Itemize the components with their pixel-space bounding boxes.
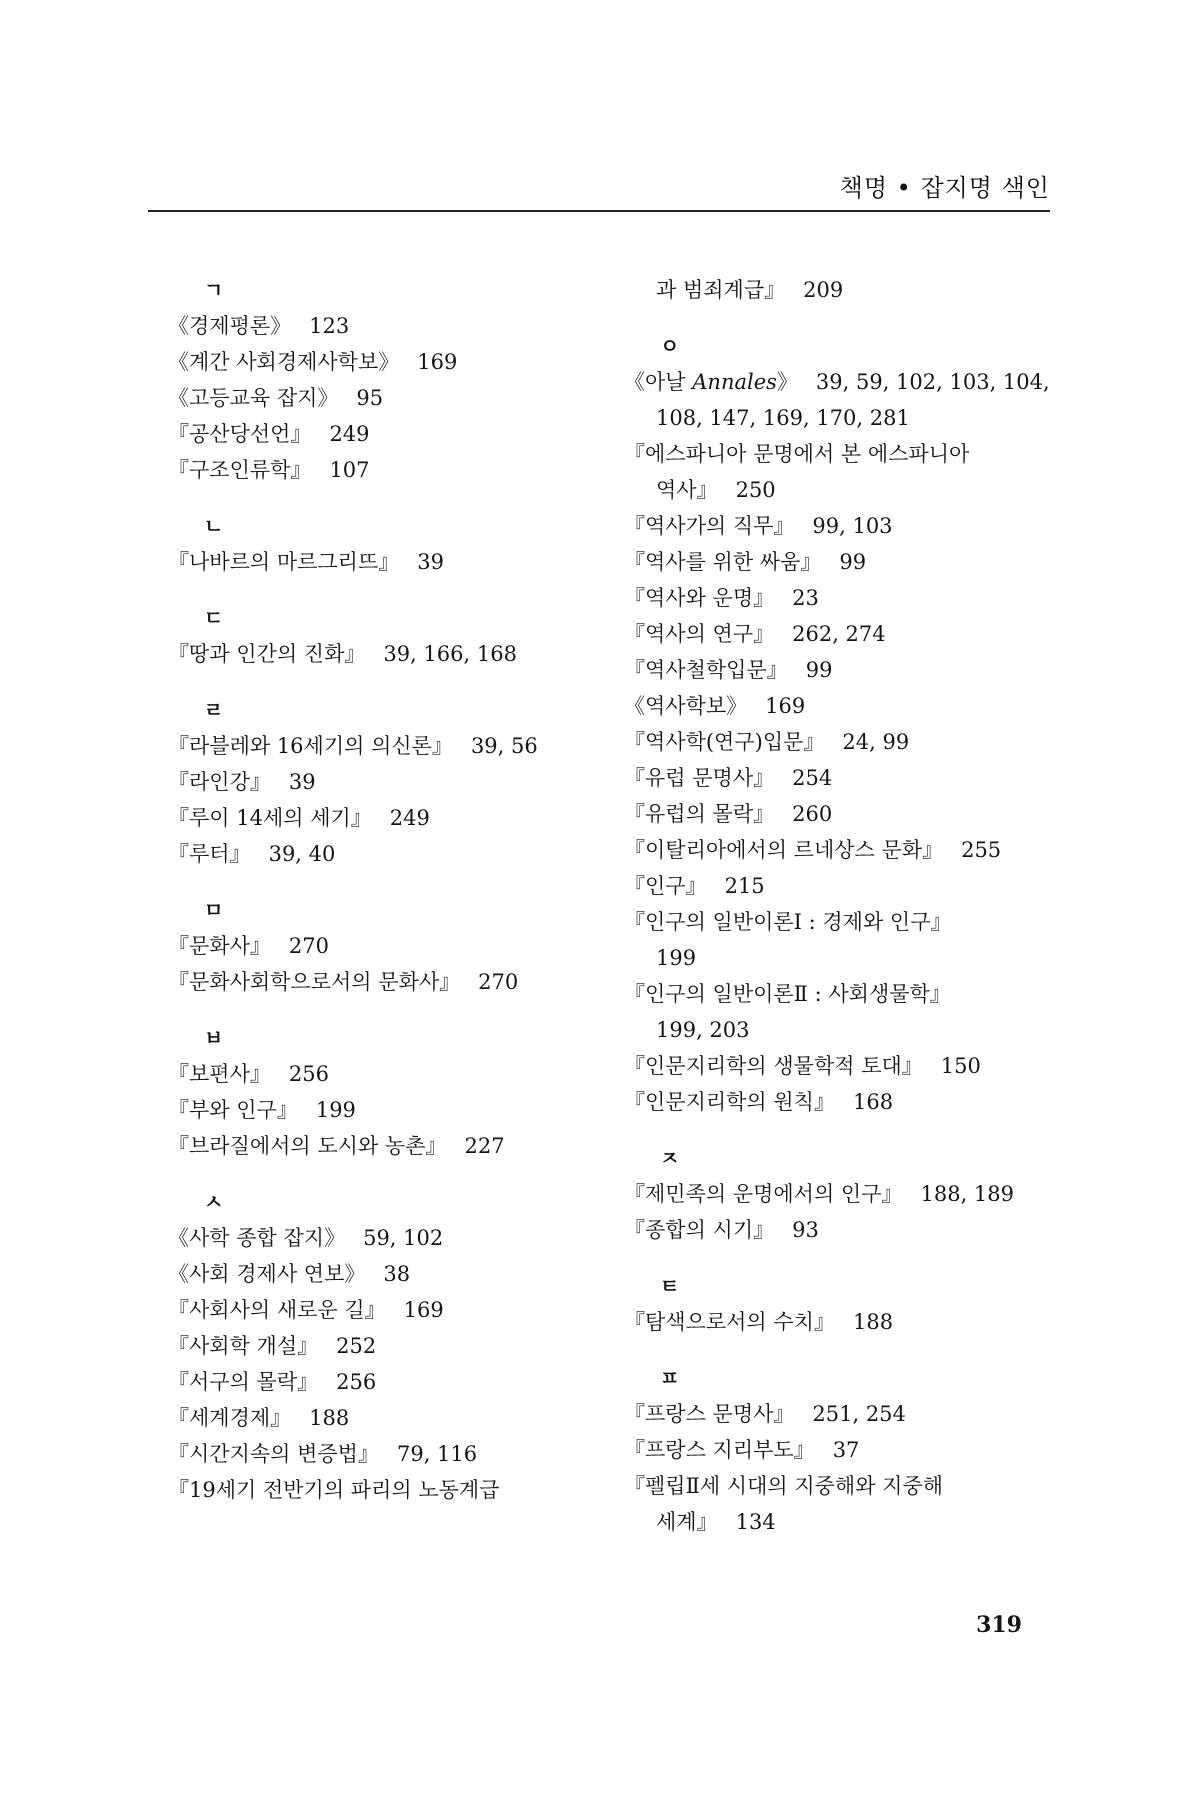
index-entry <box>168 1400 598 1436</box>
entry-pages: 39, 59, 102, 103, 104, <box>815 370 1050 394</box>
section-letter-mieum: ㅁ <box>204 898 224 922</box>
entry-title: 《고등교육 잡지》 <box>168 386 339 410</box>
entry-pages: 249 <box>389 806 430 830</box>
entry-pages: 39, 40 <box>268 842 336 866</box>
index-entry <box>624 868 1054 904</box>
entry-title: 『종합의 시기』 <box>624 1218 775 1242</box>
entry-pages: 23 <box>792 586 819 610</box>
entry-pages: 199 <box>656 946 697 970</box>
entry-pages: 108, 147, 169, 170, 281 <box>656 406 910 430</box>
index-entry <box>624 544 1054 580</box>
entry-pages: 252 <box>336 1334 377 1358</box>
entry-title: 『공산당선언』 <box>168 422 312 446</box>
index-entry <box>624 1048 1054 1084</box>
entry-title: 『인구의 일반이론Ⅱ : 사회생물학』 <box>624 982 951 1006</box>
section-letter-rieul: ㄹ <box>204 698 224 722</box>
entry-pages: 260 <box>792 802 833 826</box>
entry-pages: 123 <box>309 314 350 338</box>
index-entry <box>168 1256 598 1292</box>
entry-title: 『루이 14세의 세기』 <box>168 806 372 830</box>
entry-title: 『사회사의 새로운 길』 <box>168 1298 386 1322</box>
entry-pages: 59, 102 <box>363 1226 444 1250</box>
index-entry <box>168 1472 598 1508</box>
entry-title: 『역사학(연구)입문』 <box>624 730 825 754</box>
entry-pages: 95 <box>356 386 384 410</box>
index-entry <box>168 1292 598 1328</box>
index-entry <box>168 452 598 488</box>
index-entry <box>168 928 598 964</box>
index-entry <box>624 364 1054 400</box>
entry-title: 『역사를 위한 싸움』 <box>624 550 822 574</box>
entry-pages: 39 <box>417 550 444 574</box>
header-rule <box>148 210 1050 212</box>
index-entry <box>624 904 1054 940</box>
entry-title-latin: Annales <box>692 370 777 394</box>
entry-title: 『제민족의 운명에서의 인구』 <box>624 1182 903 1206</box>
index-entry <box>168 1220 598 1256</box>
entry-title: 『나바르의 마르그리뜨』 <box>168 550 400 574</box>
entry-pages: 37 <box>832 1438 860 1462</box>
index-entry <box>168 344 598 380</box>
entry-title: 『인구의 일반이론Ⅰ : 경제와 인구』 <box>624 910 952 934</box>
index-entry <box>624 1468 1054 1504</box>
entry-title-suffix: 》 <box>776 370 798 394</box>
section-letter-nieun: ㄴ <box>204 514 224 538</box>
entry-pages: 24, 99 <box>842 730 910 754</box>
entry-pages: 169 <box>403 1298 444 1322</box>
entry-title: 『브라질에서의 도시와 농촌』 <box>168 1134 447 1158</box>
entry-title <box>624 370 798 394</box>
index-entry-continued <box>624 400 1054 436</box>
entry-pages: 39 <box>288 770 316 794</box>
entry-title: 『유럽의 몰락』 <box>624 802 775 826</box>
entry-title: 『에스파니아 문명에서 본 에스파니아 <box>624 442 970 466</box>
section-letter-tieut: ㅌ <box>660 1274 680 1298</box>
entry-pages: 199, 203 <box>656 1018 750 1042</box>
index-entry <box>624 832 1054 868</box>
entry-title: 『인문지리학의 원칙』 <box>624 1090 835 1114</box>
entry-title: 역사』 <box>656 478 718 502</box>
entry-title: 과 범죄계급』 <box>656 278 786 302</box>
index-column-right <box>624 272 1054 1540</box>
entry-pages: 199 <box>315 1098 356 1122</box>
entry-title: 《역사학보》 <box>624 694 748 718</box>
index-entry <box>624 1176 1054 1212</box>
index-entry <box>624 580 1054 616</box>
index-entry <box>624 652 1054 688</box>
entry-pages: 150 <box>940 1054 981 1078</box>
index-entry <box>624 1304 1054 1340</box>
entry-title: 『구조인류학』 <box>168 458 312 482</box>
entry-title: 『프랑스 지리부도』 <box>624 1438 815 1462</box>
index-entry <box>168 544 598 580</box>
index-entry-continued <box>624 1012 1054 1048</box>
entry-pages: 254 <box>792 766 833 790</box>
entry-title: 《사학 종합 잡지》 <box>168 1226 346 1250</box>
index-entry <box>168 964 598 1000</box>
index-entry <box>168 1056 598 1092</box>
entry-pages: 255 <box>961 838 1002 862</box>
entry-pages: 39, 56 <box>470 734 538 758</box>
index-entry <box>168 380 598 416</box>
entry-pages: 188, 189 <box>920 1182 1015 1206</box>
entry-title: 『라블레와 16세기의 의신론』 <box>168 734 453 758</box>
index-entry <box>168 1128 598 1164</box>
entry-title: 《계간 사회경제사학보》 <box>168 350 400 374</box>
entry-pages: 227 <box>464 1134 505 1158</box>
entry-title: 『펠립Ⅱ세 시대의 지중해와 지중해 <box>624 1474 944 1498</box>
entry-title: 세계』 <box>656 1510 718 1534</box>
index-entry <box>624 1432 1054 1468</box>
index-entry <box>168 416 598 452</box>
entry-pages: 251, 254 <box>812 1402 906 1426</box>
entry-pages: 168 <box>852 1090 894 1114</box>
entry-title: 《경제평론》 <box>168 314 292 338</box>
entry-pages: 134 <box>735 1510 776 1534</box>
entry-pages: 188 <box>309 1406 350 1430</box>
entry-pages: 39, 166, 168 <box>383 642 517 666</box>
entry-pages: 270 <box>478 970 519 994</box>
entry-pages: 99 <box>805 658 833 682</box>
index-entry <box>168 764 598 800</box>
entry-title-prefix: 《아날 <box>624 370 693 394</box>
entry-title: 『문화사』 <box>168 934 271 958</box>
index-entry <box>168 1436 598 1472</box>
entry-pages: 256 <box>336 1370 377 1394</box>
section-letter-digeut: ㄷ <box>204 606 224 630</box>
index-entry-continued <box>624 472 1054 508</box>
section-letter-siot: ㅅ <box>204 1190 224 1214</box>
entry-title: 『문화사회학으로서의 문화사』 <box>168 970 461 994</box>
entry-title: 『역사철학입문』 <box>624 658 788 682</box>
entry-title: 『역사와 운명』 <box>624 586 775 610</box>
page-number: 319 <box>976 1612 1022 1638</box>
entry-title: 『세계경제』 <box>168 1406 292 1430</box>
index-entry <box>168 836 598 872</box>
entry-title: 『인구』 <box>624 874 707 898</box>
entry-pages: 169 <box>765 694 806 718</box>
entry-pages: 107 <box>329 458 370 482</box>
section-letter-bieup: ㅂ <box>204 1026 224 1050</box>
index-entry-continued <box>624 940 1054 976</box>
entry-pages: 262, 274 <box>792 622 886 646</box>
index-entry <box>168 728 598 764</box>
entry-title: 『서구의 몰락』 <box>168 1370 319 1394</box>
section-letter-jieut: ㅈ <box>660 1146 680 1170</box>
entry-pages: 99 <box>839 550 867 574</box>
entry-title: 『이탈리아에서의 르네상스 문화』 <box>624 838 944 862</box>
index-column-left <box>168 272 598 1508</box>
index-entry <box>624 796 1054 832</box>
index-entry-continued <box>624 1504 1054 1540</box>
entry-title: 『땅과 인간의 진화』 <box>168 642 366 666</box>
entry-title: 『인문지리학의 생물학적 토대』 <box>624 1054 923 1078</box>
entry-pages: 250 <box>735 478 776 502</box>
index-entry <box>168 800 598 836</box>
entry-pages: 99, 103 <box>812 514 893 538</box>
entry-pages: 209 <box>803 278 844 302</box>
entry-pages: 169 <box>417 350 458 374</box>
index-entry-continued <box>624 272 1054 308</box>
entry-pages: 38 <box>383 1262 411 1286</box>
entry-pages: 79, 116 <box>396 1442 478 1466</box>
entry-title: 『프랑스 문명사』 <box>624 1402 795 1426</box>
section-letter-pieup: ㅍ <box>660 1366 680 1390</box>
entry-title: 『역사의 연구』 <box>624 622 775 646</box>
entry-pages: 188 <box>852 1310 894 1334</box>
index-entry <box>168 636 598 672</box>
entry-title: 『보편사』 <box>168 1062 271 1086</box>
entry-title: 『탐색으로서의 수치』 <box>624 1310 835 1334</box>
entry-pages: 249 <box>329 422 370 446</box>
index-entry <box>168 1092 598 1128</box>
section-letter-giyeok: ㄱ <box>204 278 224 302</box>
entry-title: 『시간지속의 변증법』 <box>168 1442 379 1466</box>
index-entry <box>624 760 1054 796</box>
entry-title: 『라인강』 <box>168 770 271 794</box>
entry-title: 『부와 인구』 <box>168 1098 298 1122</box>
index-entry <box>624 1212 1054 1248</box>
index-entry <box>624 1084 1054 1120</box>
entry-title: 『유럽 문명사』 <box>624 766 775 790</box>
index-entry <box>168 1328 598 1364</box>
running-header: 책명 • 잡지명 색인 <box>839 174 1050 202</box>
index-entry <box>624 436 1054 472</box>
entry-title: 『19세기 전반기의 파리의 노동계급 <box>168 1478 500 1502</box>
entry-pages: 215 <box>724 874 765 898</box>
entry-title: 『루터』 <box>168 842 251 866</box>
section-letter-ieung: ㅇ <box>660 334 680 358</box>
entry-pages: 93 <box>792 1218 819 1242</box>
entry-title: 『사회학 개설』 <box>168 1334 319 1358</box>
index-entry <box>624 508 1054 544</box>
entry-pages: 270 <box>288 934 329 958</box>
index-entry <box>624 976 1054 1012</box>
index-entry <box>168 1364 598 1400</box>
entry-title: 《사회 경제사 연보》 <box>168 1262 366 1286</box>
index-entry <box>624 724 1054 760</box>
entry-title: 『역사가의 직무』 <box>624 514 795 538</box>
entry-pages: 256 <box>288 1062 329 1086</box>
index-entry <box>624 616 1054 652</box>
index-entry <box>624 688 1054 724</box>
index-entry <box>624 1396 1054 1432</box>
index-entry <box>168 308 598 344</box>
